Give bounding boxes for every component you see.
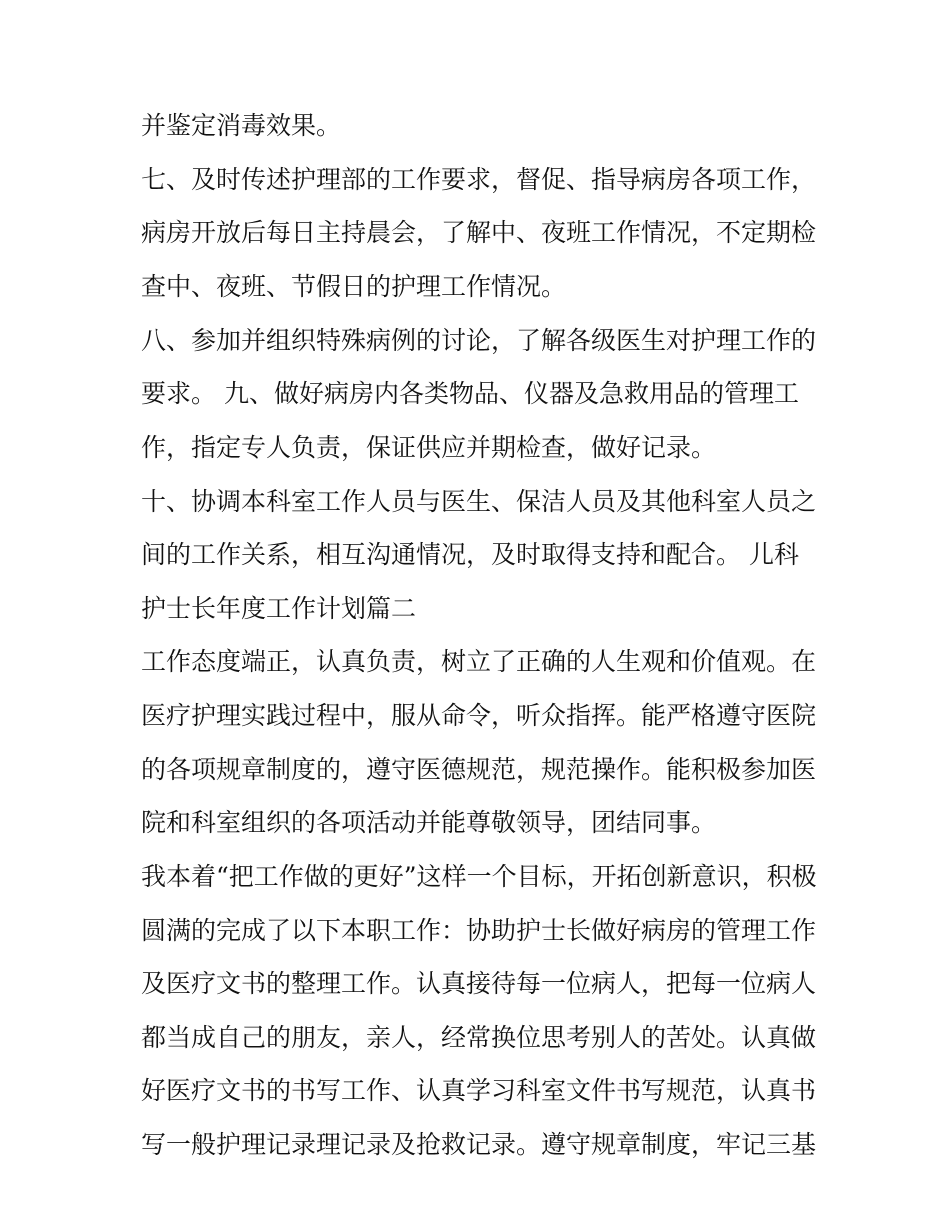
- text-line: 的各项规章制度的，遵守医德规范，规范操作。能积极参加医: [141, 755, 817, 784]
- text-line: 写一般护理记录理记录及抢救记录。遵守规章制度，牢记三基: [141, 1130, 817, 1159]
- text-line: 都当成自己的朋友，亲人，经常换位思考别人的苦处。认真做: [141, 1023, 817, 1052]
- text-line: 七、及时传述护理部的工作要求，督促、指导病房各项工作，: [141, 165, 817, 194]
- text-line: 十、协调本科室工作人员与医生、保洁人员及其他科室人员之: [141, 487, 817, 516]
- text-line: 好医疗文书的书写工作、认真学习科室文件书写规范，认真书: [141, 1076, 817, 1105]
- text-line: 病房开放后每日主持晨会，了解中、夜班工作情况，不定期检: [141, 218, 817, 247]
- text-line: 查中、夜班、节假日的护理工作情况。: [141, 272, 567, 301]
- text-line: 及医疗文书的整理工作。认真接待每一位病人，把每一位病人: [141, 969, 817, 998]
- text-line: 间的工作关系，相互沟通情况，及时取得支持和配合。 儿科: [141, 540, 799, 569]
- section-title: 护士长年度工作计划篇二: [141, 594, 417, 623]
- text-line: 并鉴定消毒效果。: [141, 111, 342, 140]
- text-line: 工作态度端正，认真负责，树立了正确的人生观和价值观。在: [141, 647, 817, 676]
- text-line: 医疗护理实践过程中，服从命令，听众指挥。能严格遵守医院: [141, 701, 817, 730]
- text-line: 我本着“把工作做的更好”这样一个目标，开拓创新意识，积极: [141, 862, 817, 891]
- text-line: 八、参加并组织特殊病例的讨论，了解各级医生对护理工作的: [141, 326, 817, 355]
- text-line: 作，指定专人负责，保证供应并期检查，做好记录。: [141, 433, 717, 462]
- text-line: 院和科室组织的各项活动并能尊敬领导，团结同事。: [141, 808, 717, 837]
- text-line: 要求。 九、做好病房内各类物品、仪器及急救用品的管理工: [141, 379, 799, 408]
- text-line: 圆满的完成了以下本职工作：协助护士长做好病房的管理工作: [141, 916, 817, 945]
